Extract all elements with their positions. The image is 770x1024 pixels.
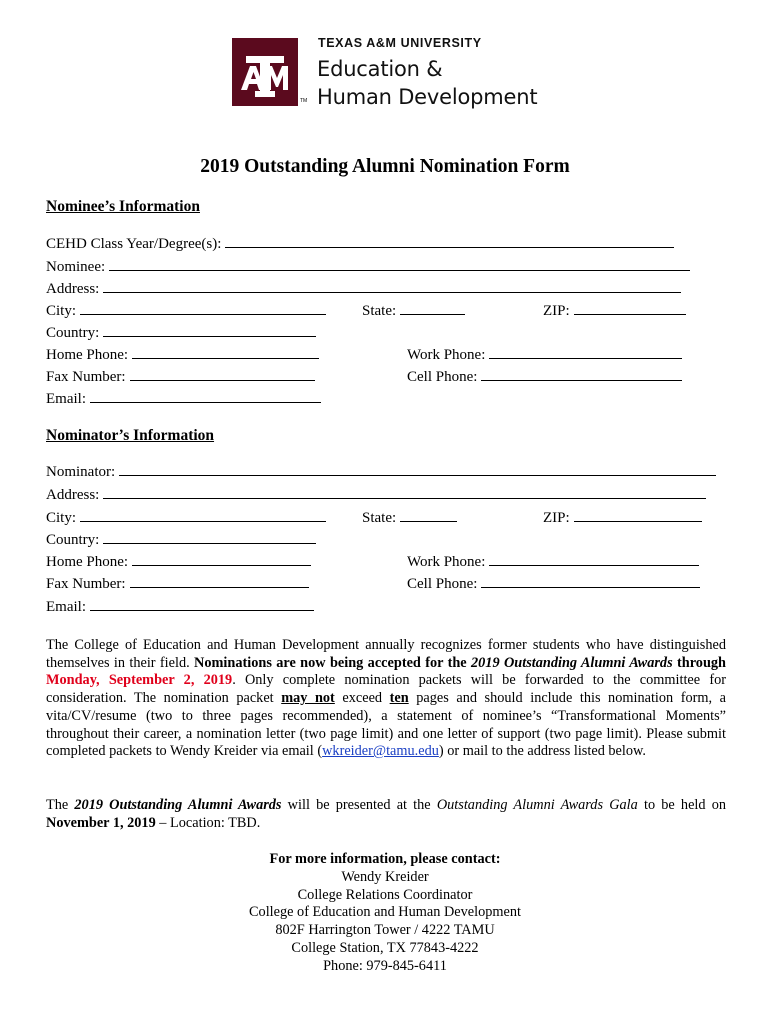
nominee-zip-group: [543, 301, 686, 320]
department-name-line2: Human Development: [317, 85, 538, 109]
home-phone-label: Home Phone:: [46, 554, 129, 570]
city-label: City:: [46, 510, 77, 526]
country-field[interactable]: [103, 323, 316, 337]
contact-address-line1: 802F Harrington Tower / 4222 TAMU: [275, 922, 495, 939]
cell-phone-label: Cell Phone:: [407, 369, 478, 385]
packet-text: . Only complete nomination packets will be forwarded to the committee for consideration. The nomination packet: [46, 672, 726, 707]
nominee-address-row: [46, 279, 681, 298]
university-name: TEXAS A&M UNIVERSITY: [318, 36, 482, 50]
through-text: through: [672, 654, 726, 671]
gala-text-start: The: [46, 797, 75, 813]
address-field[interactable]: [103, 485, 706, 499]
email-field[interactable]: [90, 597, 314, 611]
nominee-city-row: [46, 301, 326, 320]
gala-paragraph: [46, 797, 726, 832]
nominator-country-row: [46, 530, 316, 549]
home-phone-label: Home Phone:: [46, 347, 129, 363]
gala-text-mid: will be presented at the: [281, 797, 437, 813]
nominee-section-heading: Nominee’s Information: [46, 198, 200, 215]
mail-text: ) or mail to the address listed below.: [438, 743, 646, 760]
address-label: Address:: [46, 281, 100, 297]
zip-field[interactable]: [574, 301, 686, 315]
award-name: 2019 Outstanding Alumni Awards: [471, 654, 673, 671]
nominee-label: Nominee:: [46, 259, 106, 275]
nominee-work-phone-group: [407, 345, 682, 364]
deadline-date: Monday, September 2, 2019: [46, 672, 233, 689]
gala-award-name: 2019 Outstanding Alumni Awards: [74, 797, 282, 813]
cell-phone-field[interactable]: [481, 574, 700, 588]
address-label: Address:: [46, 487, 100, 503]
page-title: 2019 Outstanding Alumni Nomination Form: [200, 156, 570, 177]
may-not-emphasis: may not: [281, 690, 335, 707]
nominator-home-phone-row: [46, 552, 311, 571]
work-phone-field[interactable]: [489, 552, 699, 566]
fax-field[interactable]: [130, 367, 315, 381]
state-field[interactable]: [400, 508, 457, 522]
nominator-name-row: [46, 462, 716, 481]
gala-event-name: Outstanding Alumni Awards Gala: [436, 797, 638, 813]
nominee-fax-row: [46, 367, 315, 386]
contact-block: [0, 851, 770, 976]
intro-text: The College of Education and Human Development annually recognizes former students who have distinguished themselves in their field.: [46, 637, 726, 671]
contact-phone: Phone: 979-845-6411: [323, 957, 447, 974]
work-phone-label: Work Phone:: [407, 554, 486, 570]
nominee-name-row: [46, 257, 690, 276]
nominator-label: Nominator:: [46, 464, 116, 480]
contact-address-line2: College Station, TX 77843-4222: [291, 939, 479, 956]
work-phone-field[interactable]: [489, 345, 682, 359]
accepting-text: Nominations are now being accepted for the: [194, 654, 471, 671]
nominator-state-group: [362, 508, 457, 527]
nomination-instructions-paragraph: [46, 637, 726, 761]
nominee-email-row: [46, 389, 321, 408]
contact-heading: For more information, please contact:: [269, 851, 501, 867]
city-label: City:: [46, 303, 77, 319]
fax-label: Fax Number:: [46, 369, 126, 385]
department-name-line1: Education &: [317, 57, 443, 81]
nominator-fax-row: [46, 574, 309, 593]
fax-field[interactable]: [130, 574, 309, 588]
cell-phone-label: Cell Phone:: [407, 576, 478, 592]
contact-name: Wendy Kreider: [341, 868, 429, 885]
nominator-city-row: [46, 508, 326, 527]
nominator-section-heading: Nominator’s Information: [46, 427, 215, 444]
email-label: Email:: [46, 391, 86, 407]
city-field[interactable]: [80, 301, 326, 315]
address-field[interactable]: [103, 279, 681, 293]
nominator-cell-phone-group: [407, 574, 700, 593]
atm-logo-icon: [232, 38, 298, 106]
zip-label: ZIP:: [543, 303, 570, 319]
home-phone-field[interactable]: [132, 552, 311, 566]
country-label: Country:: [46, 532, 100, 548]
nominee-country-row: [46, 323, 316, 342]
city-field[interactable]: [80, 508, 326, 522]
nominator-address-row: [46, 485, 706, 504]
fax-label: Fax Number:: [46, 576, 126, 592]
zip-field[interactable]: [574, 508, 702, 522]
zip-label: ZIP:: [543, 510, 570, 526]
state-label: State:: [362, 510, 397, 526]
nominee-cell-phone-group: [407, 367, 682, 386]
nominee-state-group: [362, 301, 465, 320]
class-year-label: CEHD Class Year/Degree(s):: [46, 236, 222, 252]
contact-email-link[interactable]: wkreider@tamu.edu: [322, 743, 439, 760]
work-phone-label: Work Phone:: [407, 347, 486, 363]
trademark-mark: TM: [300, 98, 308, 104]
exceed-text: exceed: [334, 690, 390, 707]
nominee-field[interactable]: [109, 257, 690, 271]
nominee-class-year-row: [46, 234, 674, 253]
cell-phone-field[interactable]: [481, 367, 682, 381]
ten-emphasis: ten: [389, 690, 409, 707]
country-field[interactable]: [103, 530, 316, 544]
nominator-zip-group: [543, 508, 702, 527]
requirements-text: pages and should include this nomination form, a vita/CV/resume (two to three pages recommended), a statement of nominee’s “Transformational Moments” throughout their career, a nomination letter (two page limit) and one letter of support (two page limit). Please submit completed packets to Wendy Kreider via email (: [46, 690, 726, 760]
nominator-field[interactable]: [119, 462, 716, 476]
contact-college: College of Education and Human Development: [249, 904, 521, 921]
state-label: State:: [362, 303, 397, 319]
email-label: Email:: [46, 599, 86, 615]
nominator-email-row: [46, 597, 314, 616]
state-field[interactable]: [400, 301, 465, 315]
gala-text-held: to be held on: [637, 797, 727, 813]
email-field[interactable]: [90, 389, 321, 403]
class-year-field[interactable]: [225, 234, 674, 248]
gala-location: – Location: TBD.: [155, 814, 261, 831]
home-phone-field[interactable]: [132, 345, 319, 359]
tamu-logo: [232, 38, 298, 106]
gala-date: November 1, 2019: [46, 814, 156, 831]
country-label: Country:: [46, 325, 100, 341]
nominee-home-phone-row: [46, 345, 319, 364]
contact-role: College Relations Coordinator: [297, 886, 473, 903]
nominator-work-phone-group: [407, 552, 699, 571]
